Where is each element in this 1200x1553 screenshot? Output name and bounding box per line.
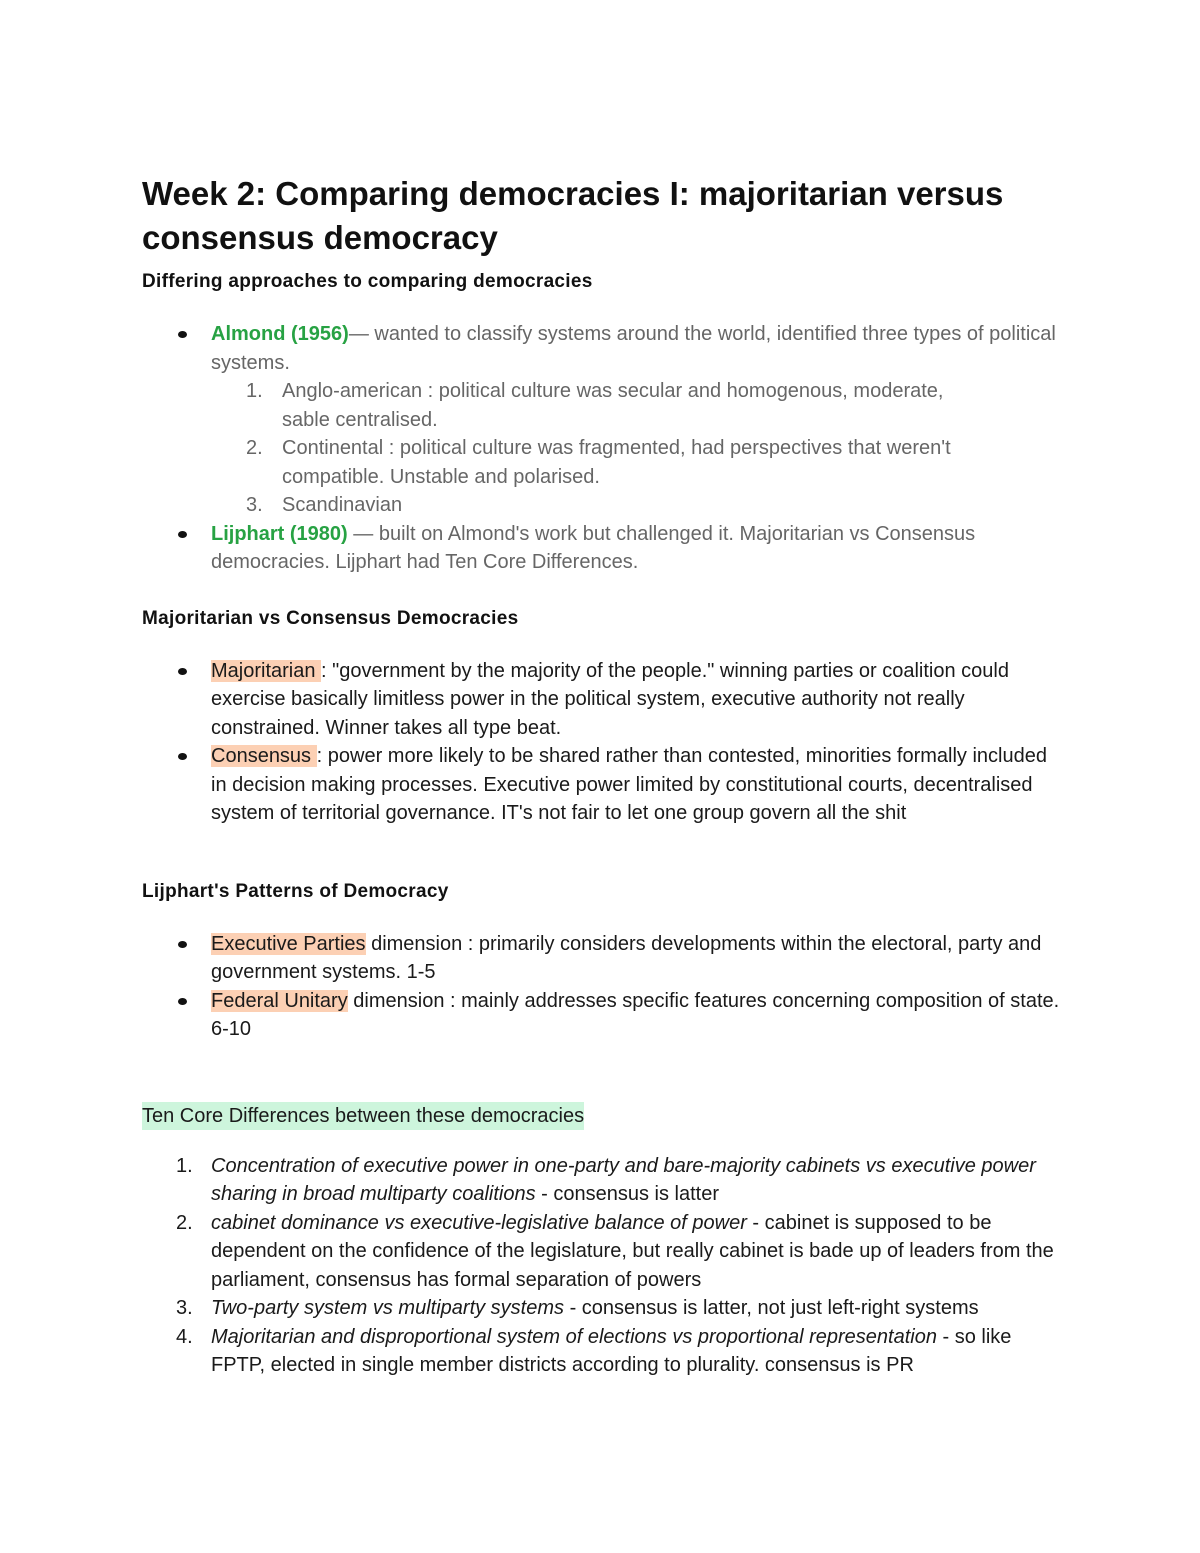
almond-name: Almond (1956) [211, 323, 349, 345]
list-item-difference-4 [142, 1323, 1062, 1380]
list-item-continental [142, 434, 993, 491]
section-heading-majoritarian-vs-consensus: Majoritarian vs Consensus Democracies [142, 607, 519, 629]
document-body [142, 172, 1062, 1380]
approaches-list [142, 320, 1062, 577]
list-item-almond [142, 320, 1062, 520]
section-heading-ten-core-differences: Ten Core Differences between these democracies [142, 1102, 584, 1130]
list-item-majoritarian: Majoritarian : "government by the majority of the people." winning parties or coalition could exercise basically limitless power in the political system, executive authority not really constrained. Winner takes all type beat. [142, 657, 1062, 743]
lijphart-text: — built on Almond's work but challenged it. Majoritarian vs Consensus democracies. Lijphart had Ten Core Differences. [211, 522, 976, 573]
majoritarian-consensus-list [142, 657, 1062, 828]
list-number: 2. [176, 1211, 193, 1234]
list-number: 3. [176, 1297, 193, 1319]
difference-note: - cabinet is supposed to be dependent on the confidence of the legislature, but really cabinet is bade up of leaders from the parliament, consensus has formal separation of powers [211, 1211, 1054, 1291]
definition-text: dimension : mainly addresses specific features concerning composition of state. 6-10 [211, 989, 1060, 1040]
highlighted-term: Consensus [211, 745, 317, 767]
patterns-list [142, 930, 1062, 1044]
definition-text: "government by the majority of the people." winning parties or coalition could exercise basically limitless power in the political system, executive authority not really constrained. Winner takes all type beat. [211, 659, 1009, 739]
difference-title: cabinet dominance vs executive-legislative balance of power [211, 1211, 747, 1234]
almond-text: — wanted to classify systems around the world, identified three types of political systems. [211, 323, 1056, 374]
list-number: 4. [176, 1325, 193, 1348]
definition-text: power more likely to be shared rather than contested, minorities formally included in decision making processes. Executive power limited by constitutional courts, decentralised system of territorial governance. IT's not fair to let one group govern all the shit [211, 745, 1047, 824]
difference-note: - so like FPTP, elected in single member districts according to plurality. consensus is PR [211, 1325, 1012, 1376]
page-title: Week 2: Comparing democracies I: majoritarian versus consensus democracy [142, 175, 1004, 256]
list-item-lijphart [142, 520, 1062, 577]
list-item-scandinavian [142, 491, 993, 520]
lijphart-name: Lijphart (1980) [211, 522, 348, 545]
difference-title: Majoritarian and disproportional system of elections vs proportional representation [211, 1325, 937, 1348]
difference-note: - consensus is latter [535, 1183, 720, 1205]
list-item-consensus: Consensus : power more likely to be shared rather than contested, minorities formally included in decision making processes. Executive power limited by constitutional courts, decentralised system of territorial governance. IT's not fair to let one group govern all the shit [142, 742, 1062, 828]
list-number: 2. [246, 437, 263, 459]
list-item-difference-2 [142, 1209, 1062, 1295]
ten-core-differences-list [142, 1152, 1062, 1380]
highlighted-term: Federal Unitary [211, 989, 348, 1012]
list-item-text: Scandinavian [282, 494, 403, 516]
definition-text: dimension : primarily considers developments within the electoral, party and government systems. 1-5 [211, 932, 1042, 983]
section-heading-patterns-of-democracy: Lijphart's Patterns of Democracy [142, 880, 449, 902]
list-number: 1. [176, 1154, 193, 1177]
list-item-text: Anglo-american : political culture was secular and homogenous, moderate, sable centralised. [282, 380, 944, 431]
difference-title: Two-party system vs multiparty systems [211, 1297, 565, 1319]
difference-note: - consensus is latter, not just left-right systems [564, 1297, 979, 1319]
list-item-federal-unitary [142, 987, 1062, 1044]
almond-types-list [211, 377, 1062, 520]
list-item-text: Continental : political culture was fragmented, had perspectives that weren't compatible. Unstable and polarised. [282, 437, 951, 488]
list-number: 3. [246, 494, 263, 516]
list-item-anglo-american [142, 377, 993, 434]
list-item-difference-1 [142, 1152, 1062, 1209]
list-item-difference-3 [142, 1294, 1062, 1323]
difference-title: Concentration of executive power in one-party and bare-majority cabinets vs executive power sharing in broad multiparty coalitions [211, 1154, 1036, 1205]
section-heading-differing-approaches: Differing approaches to comparing democracies [142, 271, 593, 292]
ten-core-section [142, 1102, 1062, 1130]
list-item-executive-parties [142, 930, 1062, 987]
list-number: 1. [246, 380, 263, 402]
highlighted-term: Majoritarian [211, 660, 321, 682]
highlighted-term: Executive Parties [211, 932, 366, 955]
